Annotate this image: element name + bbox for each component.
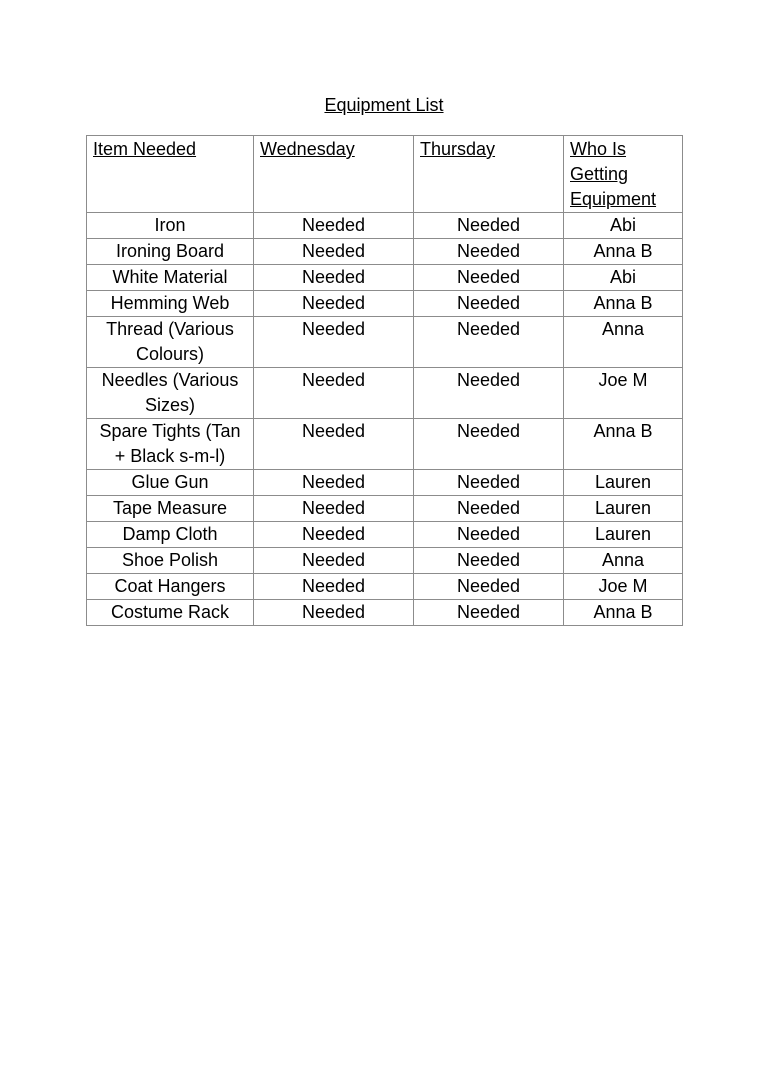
table-row bbox=[87, 419, 683, 470]
wednesday-cell: Needed bbox=[254, 213, 414, 239]
thursday-cell: Needed bbox=[414, 368, 564, 419]
header-wednesday: Wednesday bbox=[254, 136, 414, 213]
thursday-cell: Needed bbox=[414, 239, 564, 265]
wednesday-cell: Needed bbox=[254, 291, 414, 317]
wednesday-cell: Needed bbox=[254, 522, 414, 548]
wednesday-cell: Needed bbox=[254, 600, 414, 626]
wednesday-cell: Needed bbox=[254, 574, 414, 600]
who-cell: Anna bbox=[564, 548, 683, 574]
thursday-cell: Needed bbox=[414, 317, 564, 368]
thursday-cell: Needed bbox=[414, 470, 564, 496]
header-who-is-getting: Who Is Getting Equipment bbox=[564, 136, 683, 213]
thursday-cell: Needed bbox=[414, 548, 564, 574]
thursday-cell: Needed bbox=[414, 213, 564, 239]
who-cell: Lauren bbox=[564, 496, 683, 522]
table-header-row bbox=[87, 136, 683, 213]
table-row bbox=[87, 522, 683, 548]
table-row bbox=[87, 291, 683, 317]
document-title: Equipment List bbox=[324, 95, 444, 115]
table-row bbox=[87, 239, 683, 265]
who-cell: Anna B bbox=[564, 600, 683, 626]
table-row bbox=[87, 496, 683, 522]
item-cell: Coat Hangers bbox=[87, 574, 254, 600]
thursday-cell: Needed bbox=[414, 496, 564, 522]
who-cell: Anna B bbox=[564, 419, 683, 470]
thursday-cell: Needed bbox=[414, 522, 564, 548]
item-cell: Needles (Various Sizes) bbox=[87, 368, 254, 419]
table-row bbox=[87, 368, 683, 419]
equipment-table bbox=[86, 135, 683, 626]
item-cell: Costume Rack bbox=[87, 600, 254, 626]
table-row bbox=[87, 574, 683, 600]
thursday-cell: Needed bbox=[414, 600, 564, 626]
item-cell: Spare Tights (Tan + Black s-m-l) bbox=[87, 419, 254, 470]
thursday-cell: Needed bbox=[414, 265, 564, 291]
wednesday-cell: Needed bbox=[254, 470, 414, 496]
who-cell: Joe M bbox=[564, 368, 683, 419]
thursday-cell: Needed bbox=[414, 574, 564, 600]
item-cell: Thread (Various Colours) bbox=[87, 317, 254, 368]
header-thursday: Thursday bbox=[414, 136, 564, 213]
who-cell: Joe M bbox=[564, 574, 683, 600]
item-cell: Ironing Board bbox=[87, 239, 254, 265]
item-cell: Glue Gun bbox=[87, 470, 254, 496]
wednesday-cell: Needed bbox=[254, 239, 414, 265]
who-cell: Abi bbox=[564, 213, 683, 239]
item-cell: White Material bbox=[87, 265, 254, 291]
who-cell: Abi bbox=[564, 265, 683, 291]
table-row bbox=[87, 265, 683, 291]
who-cell: Lauren bbox=[564, 522, 683, 548]
item-cell: Tape Measure bbox=[87, 496, 254, 522]
wednesday-cell: Needed bbox=[254, 496, 414, 522]
table-row bbox=[87, 548, 683, 574]
item-cell: Damp Cloth bbox=[87, 522, 254, 548]
table-row bbox=[87, 600, 683, 626]
item-cell: Shoe Polish bbox=[87, 548, 254, 574]
wednesday-cell: Needed bbox=[254, 419, 414, 470]
wednesday-cell: Needed bbox=[254, 368, 414, 419]
item-cell: Iron bbox=[87, 213, 254, 239]
who-cell: Lauren bbox=[564, 470, 683, 496]
who-cell: Anna B bbox=[564, 239, 683, 265]
header-item-needed: Item Needed bbox=[87, 136, 254, 213]
thursday-cell: Needed bbox=[414, 291, 564, 317]
table-row bbox=[87, 317, 683, 368]
thursday-cell: Needed bbox=[414, 419, 564, 470]
who-cell: Anna B bbox=[564, 291, 683, 317]
item-cell: Hemming Web bbox=[87, 291, 254, 317]
wednesday-cell: Needed bbox=[254, 317, 414, 368]
table-row bbox=[87, 213, 683, 239]
wednesday-cell: Needed bbox=[254, 548, 414, 574]
who-cell: Anna bbox=[564, 317, 683, 368]
wednesday-cell: Needed bbox=[254, 265, 414, 291]
table-row bbox=[87, 470, 683, 496]
